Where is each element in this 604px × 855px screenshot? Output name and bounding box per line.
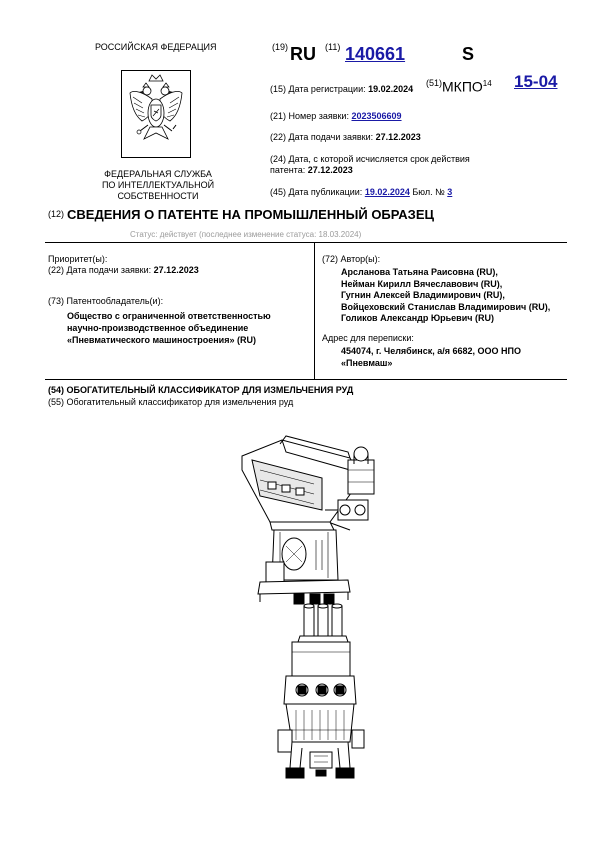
priority-code: (22) Дата подачи заявки: [48,265,152,275]
address-label: Адрес для переписки: [322,333,414,343]
priority-label: Приоритет(ы): [48,254,108,264]
mkpo-class-link[interactable]: 15-04 [514,72,558,91]
author-item: Нейман Кирилл Вячеславович (RU), [341,278,503,289]
publication-date-label: (45) Дата публикации: [270,187,363,197]
holder-name [67,310,271,346]
term-start-label: (24) Дата, с которой исчисляется срок действия [270,154,470,164]
country-name: РОССИЙСКАЯ ФЕДЕРАЦИЯ [95,42,217,52]
holder-line: Общество с ограниченной ответственностью [67,311,271,321]
filing-date: 27.12.2023 [375,132,421,142]
agency-name [74,169,242,202]
term-start-label-cont: патента: [270,165,306,175]
registration-date: 19.02.2024 [368,84,414,94]
agency-line-2: ПО ИНТЕЛЛЕКТУАЛЬНОЙ СОБСТВЕННОСТИ [101,180,215,201]
application-number-row [270,111,402,122]
publication-row [270,187,452,198]
mkpo-label: МКПО [442,78,483,95]
status-line: Статус: действует (последнее изменение статуса: 18.03.2024) [130,230,362,239]
address-block [341,346,521,369]
bulletin-number-link[interactable]: 3 [447,187,453,197]
design-name-54: (54) ОБОГАТИТЕЛЬНЫЙ КЛАССИФИКАТОР ДЛЯ ИЗМЕЛЬЧЕНИЯ РУД [48,385,354,395]
filing-date-label: (22) Дата подачи заявки: [270,132,374,142]
priority-block [48,254,199,276]
term-start-date: 27.12.2023 [307,165,353,175]
code-19: (19) [272,42,289,52]
author-item: Войцеховский Станислав Владимирович (RU), [341,301,551,312]
divider-bottom [45,379,567,380]
country-code: RU [290,44,316,64]
mkpo-block [426,78,492,95]
agency-line-1: ФЕДЕРАЛЬНАЯ СЛУЖБА [104,169,212,179]
code-11: (11) [325,42,341,52]
registration-date-label: (15) Дата регистрации: [270,84,366,94]
holder-line: научно-производственное объединение [67,323,249,333]
russian-coat-of-arms-icon [122,71,190,157]
filing-date-row [270,132,421,143]
registration-date-row [270,84,413,95]
application-number-link[interactable]: 2023506609 [351,111,402,121]
classifier-equipment-drawing [230,430,400,790]
column-divider [314,242,315,379]
divider-top [45,242,567,243]
document-title: СВЕДЕНИЯ О ПАТЕНТЕ НА ПРОМЫШЛЕННЫЙ ОБРАЗЕЦ [67,207,434,222]
patent-number-link[interactable]: 140661 [345,44,406,64]
application-number-label: (21) Номер заявки: [270,111,349,121]
author-item: Голиков Александр Юрьевич (RU) [341,313,494,323]
authors-label: (72) Автор(ы): [322,254,381,264]
author-item: Гугнин Алексей Владимирович (RU), [341,290,505,300]
mkpo-edition: 14 [482,79,492,88]
address-line: «Пневмаш» [341,357,393,368]
bulletin-label: Бюл. № [412,187,445,197]
author-item: Арсланова Татьяна Раисовна (RU), [341,267,498,277]
term-start-row [270,154,470,176]
code-12: (12) [48,209,65,219]
kind-code: S [462,44,475,64]
authors-list [341,267,550,325]
address-line: 454074, г. Челябинск, а/я 6682, ООО НПО [341,346,521,356]
code-51: (51) [426,78,443,88]
emblem-frame [121,70,191,158]
priority-date: 27.12.2023 [153,265,199,275]
holder-label: (73) Патентообладатель(и): [48,296,164,306]
publication-date-link[interactable]: 19.02.2024 [364,187,410,197]
design-name-55: (55) Обогатительный классификатор для измельчения руд [48,397,294,407]
holder-line: «Пневматического машиностроения» (RU) [67,335,256,345]
